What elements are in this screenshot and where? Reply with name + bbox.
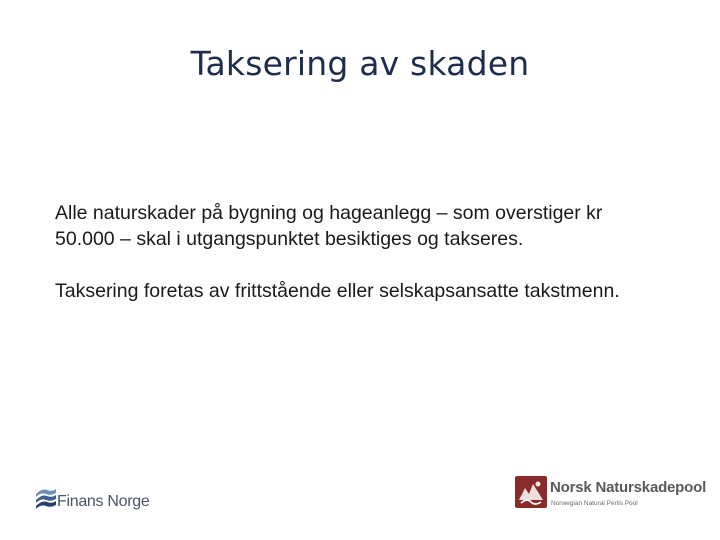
body-paragraph: Taksering foretas av frittstående eller selskapsansatte takstmenn. [55, 280, 620, 302]
naturskadepool-name: Norsk Naturskadepool [550, 479, 707, 496]
naturskadepool-emblem-icon [515, 476, 547, 508]
finans-norge-text: Finans Norge [57, 493, 150, 510]
body-paragraph: Alle naturskader på bygning og hageanlegg – som overstiger kr 50.000 – skal i utgangspunktet besiktiges og takseres. [55, 202, 603, 250]
slide-title: Taksering av skaden [190, 44, 530, 83]
naturskadepool-logo [515, 474, 715, 516]
finans-norge-mountain-icon [34, 484, 58, 514]
finans-norge-logo [34, 484, 164, 518]
slide-body [55, 200, 665, 330]
naturskadepool-tagline: Norwegian Natural Perils Pool [551, 500, 638, 507]
